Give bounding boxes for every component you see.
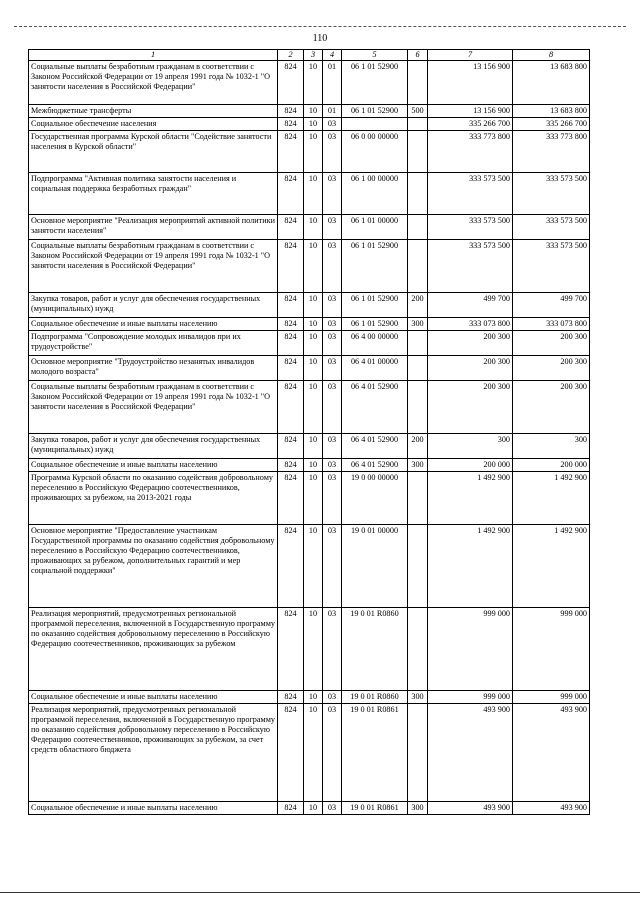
row-amount-1-cell: 999 000	[428, 608, 513, 691]
row-amount-2-cell: 333 573 500	[513, 173, 590, 215]
row-section-cell: 10	[304, 356, 323, 381]
row-name-cell: Реализация мероприятий, предусмотренных региональной программой переселения, включенной в Государственную программу по оказанию содействия добровольному переселению в Российскую Федерацию соотечественников, проживающих за рубежом, за счет средств областного бюджета	[29, 704, 278, 802]
row-amount-1-cell: 493 900	[428, 802, 513, 815]
table-row	[29, 608, 590, 691]
row-section-cell: 10	[304, 691, 323, 704]
row-grbs-cell: 824	[278, 525, 304, 608]
row-target-code-cell: 06 1 01 52900	[342, 293, 408, 318]
row-expense-type-cell	[408, 61, 428, 105]
table-row	[29, 691, 590, 704]
row-target-code-cell: 06 1 01 52900	[342, 105, 408, 118]
header-cell: 1	[29, 50, 278, 61]
row-expense-type-cell: 300	[408, 459, 428, 472]
row-amount-2-cell: 1 492 900	[513, 472, 590, 525]
row-subsection-cell: 03	[323, 331, 342, 356]
row-grbs-cell: 824	[278, 608, 304, 691]
row-amount-2-cell: 200 300	[513, 381, 590, 434]
row-grbs-cell: 824	[278, 318, 304, 331]
table-row	[29, 434, 590, 459]
row-expense-type-cell	[408, 215, 428, 240]
row-amount-2-cell: 200 000	[513, 459, 590, 472]
table-row	[29, 472, 590, 525]
row-target-code-cell: 06 1 01 52900	[342, 240, 408, 293]
row-expense-type-cell: 500	[408, 105, 428, 118]
row-grbs-cell: 824	[278, 331, 304, 356]
row-grbs-cell: 824	[278, 356, 304, 381]
row-name-cell: Основное мероприятие "Предоставление участникам Государственной программы по оказанию содействия добровольному переселению в Российскую Федерацию соотечественников, проживающих за рубежом, дополнительных гарантий и мер социальной поддержки"	[29, 525, 278, 608]
row-grbs-cell: 824	[278, 61, 304, 105]
table-row	[29, 105, 590, 118]
row-section-cell: 10	[304, 434, 323, 459]
row-section-cell: 10	[304, 215, 323, 240]
row-target-code-cell: 06 4 00 00000	[342, 331, 408, 356]
row-grbs-cell: 824	[278, 240, 304, 293]
row-amount-1-cell: 200 300	[428, 356, 513, 381]
row-name-cell: Социальные выплаты безработным гражданам в соответствии с Законом Российской Федерации от 19 апреля 1991 года № 1032-1 "О занятости населения в Российской Федерации"	[29, 240, 278, 293]
row-expense-type-cell	[408, 356, 428, 381]
row-grbs-cell: 824	[278, 802, 304, 815]
row-target-code-cell: 06 1 01 52900	[342, 318, 408, 331]
header-row	[29, 50, 590, 61]
table-row	[29, 61, 590, 105]
row-amount-1-cell: 200 000	[428, 459, 513, 472]
table-row	[29, 704, 590, 802]
header-cell: 8	[513, 50, 590, 61]
row-amount-1-cell: 1 492 900	[428, 472, 513, 525]
row-grbs-cell: 824	[278, 173, 304, 215]
row-subsection-cell: 03	[323, 356, 342, 381]
header-cell: 6	[408, 50, 428, 61]
row-target-code-cell: 19 0 01 R0860	[342, 691, 408, 704]
page-number: 110	[312, 33, 328, 44]
row-section-cell: 10	[304, 293, 323, 318]
row-expense-type-cell: 200	[408, 293, 428, 318]
table-row	[29, 293, 590, 318]
row-target-code-cell: 19 0 00 00000	[342, 472, 408, 525]
row-name-cell: Социальные выплаты безработным гражданам в соответствии с Законом Российской Федерации от 19 апреля 1991 года № 1032-1 "О занятости населения в Российской Федерации"	[29, 381, 278, 434]
row-subsection-cell: 01	[323, 61, 342, 105]
row-amount-2-cell: 13 683 800	[513, 105, 590, 118]
row-name-cell: Государственная программа Курской области "Содействие занятости населения в Курской области"	[29, 131, 278, 173]
table-row	[29, 459, 590, 472]
row-amount-2-cell: 200 300	[513, 356, 590, 381]
row-target-code-cell: 06 4 01 00000	[342, 356, 408, 381]
row-expense-type-cell	[408, 608, 428, 691]
header-cell: 4	[323, 50, 342, 61]
top-rule	[14, 26, 626, 27]
row-name-cell: Социальное обеспечение и иные выплаты населению	[29, 691, 278, 704]
row-name-cell: Социальное обеспечение и иные выплаты населению	[29, 459, 278, 472]
row-amount-1-cell: 200 300	[428, 331, 513, 356]
row-target-code-cell: 19 0 01 R0861	[342, 802, 408, 815]
row-name-cell: Основное мероприятие "Трудоустройство незанятых инвалидов молодого возраста"	[29, 356, 278, 381]
row-subsection-cell: 03	[323, 459, 342, 472]
row-expense-type-cell	[408, 525, 428, 608]
row-amount-2-cell: 335 266 700	[513, 118, 590, 131]
row-name-cell: Реализация мероприятий, предусмотренных региональной программой переселения, включенной в Государственную программу по оказанию содействия добровольному переселению в Российскую Федерацию соотечественников, проживающих за рубежом	[29, 608, 278, 691]
row-section-cell: 10	[304, 472, 323, 525]
row-name-cell: Межбюджетные трансферты	[29, 105, 278, 118]
row-subsection-cell: 03	[323, 131, 342, 173]
row-expense-type-cell	[408, 240, 428, 293]
row-name-cell: Социальное обеспечение и иные выплаты населению	[29, 802, 278, 815]
row-grbs-cell: 824	[278, 105, 304, 118]
row-target-code-cell: 19 0 01 R0860	[342, 608, 408, 691]
row-amount-1-cell: 13 156 900	[428, 61, 513, 105]
row-amount-2-cell: 493 900	[513, 704, 590, 802]
row-name-cell: Социальное обеспечение и иные выплаты населению	[29, 318, 278, 331]
row-expense-type-cell	[408, 381, 428, 434]
row-name-cell: Социальное обеспечение населения	[29, 118, 278, 131]
table-row	[29, 318, 590, 331]
row-amount-1-cell: 335 266 700	[428, 118, 513, 131]
row-target-code-cell	[342, 118, 408, 131]
row-subsection-cell: 03	[323, 318, 342, 331]
row-amount-2-cell: 499 700	[513, 293, 590, 318]
header-cell: 3	[304, 50, 323, 61]
row-target-code-cell: 06 4 01 52900	[342, 434, 408, 459]
row-amount-1-cell: 300	[428, 434, 513, 459]
row-grbs-cell: 824	[278, 472, 304, 525]
table-row	[29, 240, 590, 293]
row-section-cell: 10	[304, 118, 323, 131]
row-expense-type-cell	[408, 131, 428, 173]
row-section-cell: 10	[304, 525, 323, 608]
table-row	[29, 525, 590, 608]
row-section-cell: 10	[304, 331, 323, 356]
table-row	[29, 331, 590, 356]
row-amount-2-cell: 333 773 800	[513, 131, 590, 173]
row-amount-2-cell: 333 573 500	[513, 215, 590, 240]
row-amount-2-cell: 493 900	[513, 802, 590, 815]
header-cell: 7	[428, 50, 513, 61]
row-target-code-cell: 06 0 00 00000	[342, 131, 408, 173]
row-section-cell: 10	[304, 105, 323, 118]
header-cell: 5	[342, 50, 408, 61]
row-subsection-cell: 03	[323, 240, 342, 293]
row-target-code-cell: 19 0 01 R0861	[342, 704, 408, 802]
table-row	[29, 356, 590, 381]
table-row	[29, 118, 590, 131]
row-amount-1-cell: 333 573 500	[428, 173, 513, 215]
row-section-cell: 10	[304, 240, 323, 293]
row-grbs-cell: 824	[278, 691, 304, 704]
row-amount-1-cell: 333 773 800	[428, 131, 513, 173]
row-name-cell: Закупка товаров, работ и услуг для обеспечения государственных (муниципальных) нужд	[29, 434, 278, 459]
row-expense-type-cell: 200	[408, 434, 428, 459]
row-grbs-cell: 824	[278, 459, 304, 472]
row-grbs-cell: 824	[278, 131, 304, 173]
row-section-cell: 10	[304, 381, 323, 434]
row-target-code-cell: 06 1 00 00000	[342, 173, 408, 215]
row-subsection-cell: 03	[323, 525, 342, 608]
row-section-cell: 10	[304, 318, 323, 331]
table-body	[29, 61, 590, 815]
row-name-cell: Основное мероприятие "Реализация мероприятий активной политики занятости населения"	[29, 215, 278, 240]
row-expense-type-cell	[408, 472, 428, 525]
row-target-code-cell: 06 4 01 52900	[342, 381, 408, 434]
row-amount-2-cell: 333 073 800	[513, 318, 590, 331]
row-amount-2-cell: 999 000	[513, 608, 590, 691]
row-target-code-cell: 06 1 01 00000	[342, 215, 408, 240]
row-grbs-cell: 824	[278, 381, 304, 434]
row-amount-1-cell: 13 156 900	[428, 105, 513, 118]
row-section-cell: 10	[304, 704, 323, 802]
row-section-cell: 10	[304, 608, 323, 691]
row-grbs-cell: 824	[278, 704, 304, 802]
row-grbs-cell: 824	[278, 434, 304, 459]
budget-table	[28, 49, 590, 815]
row-subsection-cell: 03	[323, 472, 342, 525]
row-section-cell: 10	[304, 173, 323, 215]
row-amount-2-cell: 333 573 500	[513, 240, 590, 293]
row-subsection-cell: 03	[323, 173, 342, 215]
row-subsection-cell: 03	[323, 704, 342, 802]
row-target-code-cell: 06 4 01 52900	[342, 459, 408, 472]
row-expense-type-cell: 300	[408, 691, 428, 704]
row-section-cell: 10	[304, 61, 323, 105]
row-expense-type-cell	[408, 331, 428, 356]
row-name-cell: Социальные выплаты безработным гражданам в соответствии с Законом Российской Федерации от 19 апреля 1991 года № 1032-1 "О занятости населения в Российской Федерации"	[29, 61, 278, 105]
row-amount-2-cell: 999 000	[513, 691, 590, 704]
row-expense-type-cell	[408, 173, 428, 215]
row-section-cell: 10	[304, 131, 323, 173]
row-section-cell: 10	[304, 802, 323, 815]
row-amount-2-cell: 1 492 900	[513, 525, 590, 608]
row-expense-type-cell	[408, 704, 428, 802]
bottom-rule	[0, 892, 640, 893]
header-cell: 2	[278, 50, 304, 61]
row-amount-1-cell: 499 700	[428, 293, 513, 318]
row-amount-2-cell: 200 300	[513, 331, 590, 356]
row-expense-type-cell: 300	[408, 318, 428, 331]
row-expense-type-cell	[408, 118, 428, 131]
table-row	[29, 173, 590, 215]
table-row	[29, 215, 590, 240]
row-amount-2-cell: 13 683 800	[513, 61, 590, 105]
table-row	[29, 381, 590, 434]
row-subsection-cell: 03	[323, 434, 342, 459]
row-amount-1-cell: 493 900	[428, 704, 513, 802]
row-grbs-cell: 824	[278, 118, 304, 131]
row-amount-1-cell: 999 000	[428, 691, 513, 704]
row-section-cell: 10	[304, 459, 323, 472]
row-subsection-cell: 03	[323, 691, 342, 704]
row-name-cell: Программа Курской области по оказанию содействия добровольному переселению в Российскую Федерацию соотечественников, проживающих за рубежом, на 2013-2021 годы	[29, 472, 278, 525]
row-amount-2-cell: 300	[513, 434, 590, 459]
row-name-cell: Подпрограмма "Активная политика занятости населения и социальная поддержка безработных граждан"	[29, 173, 278, 215]
row-target-code-cell: 06 1 01 52900	[342, 61, 408, 105]
row-name-cell: Закупка товаров, работ и услуг для обеспечения государственных (муниципальных) нужд	[29, 293, 278, 318]
table-row	[29, 131, 590, 173]
row-subsection-cell: 03	[323, 215, 342, 240]
row-amount-1-cell: 333 573 500	[428, 240, 513, 293]
row-subsection-cell: 03	[323, 608, 342, 691]
row-grbs-cell: 824	[278, 215, 304, 240]
row-grbs-cell: 824	[278, 293, 304, 318]
row-subsection-cell: 03	[323, 118, 342, 131]
row-amount-1-cell: 1 492 900	[428, 525, 513, 608]
row-subsection-cell: 03	[323, 381, 342, 434]
row-target-code-cell: 19 0 01 00000	[342, 525, 408, 608]
table-row	[29, 802, 590, 815]
row-name-cell: Подпрограмма "Сопровождение молодых инвалидов при их трудоустройстве"	[29, 331, 278, 356]
row-subsection-cell: 01	[323, 105, 342, 118]
row-amount-1-cell: 333 073 800	[428, 318, 513, 331]
row-amount-1-cell: 200 300	[428, 381, 513, 434]
row-amount-1-cell: 333 573 500	[428, 215, 513, 240]
row-subsection-cell: 03	[323, 293, 342, 318]
row-expense-type-cell: 300	[408, 802, 428, 815]
row-subsection-cell: 03	[323, 802, 342, 815]
